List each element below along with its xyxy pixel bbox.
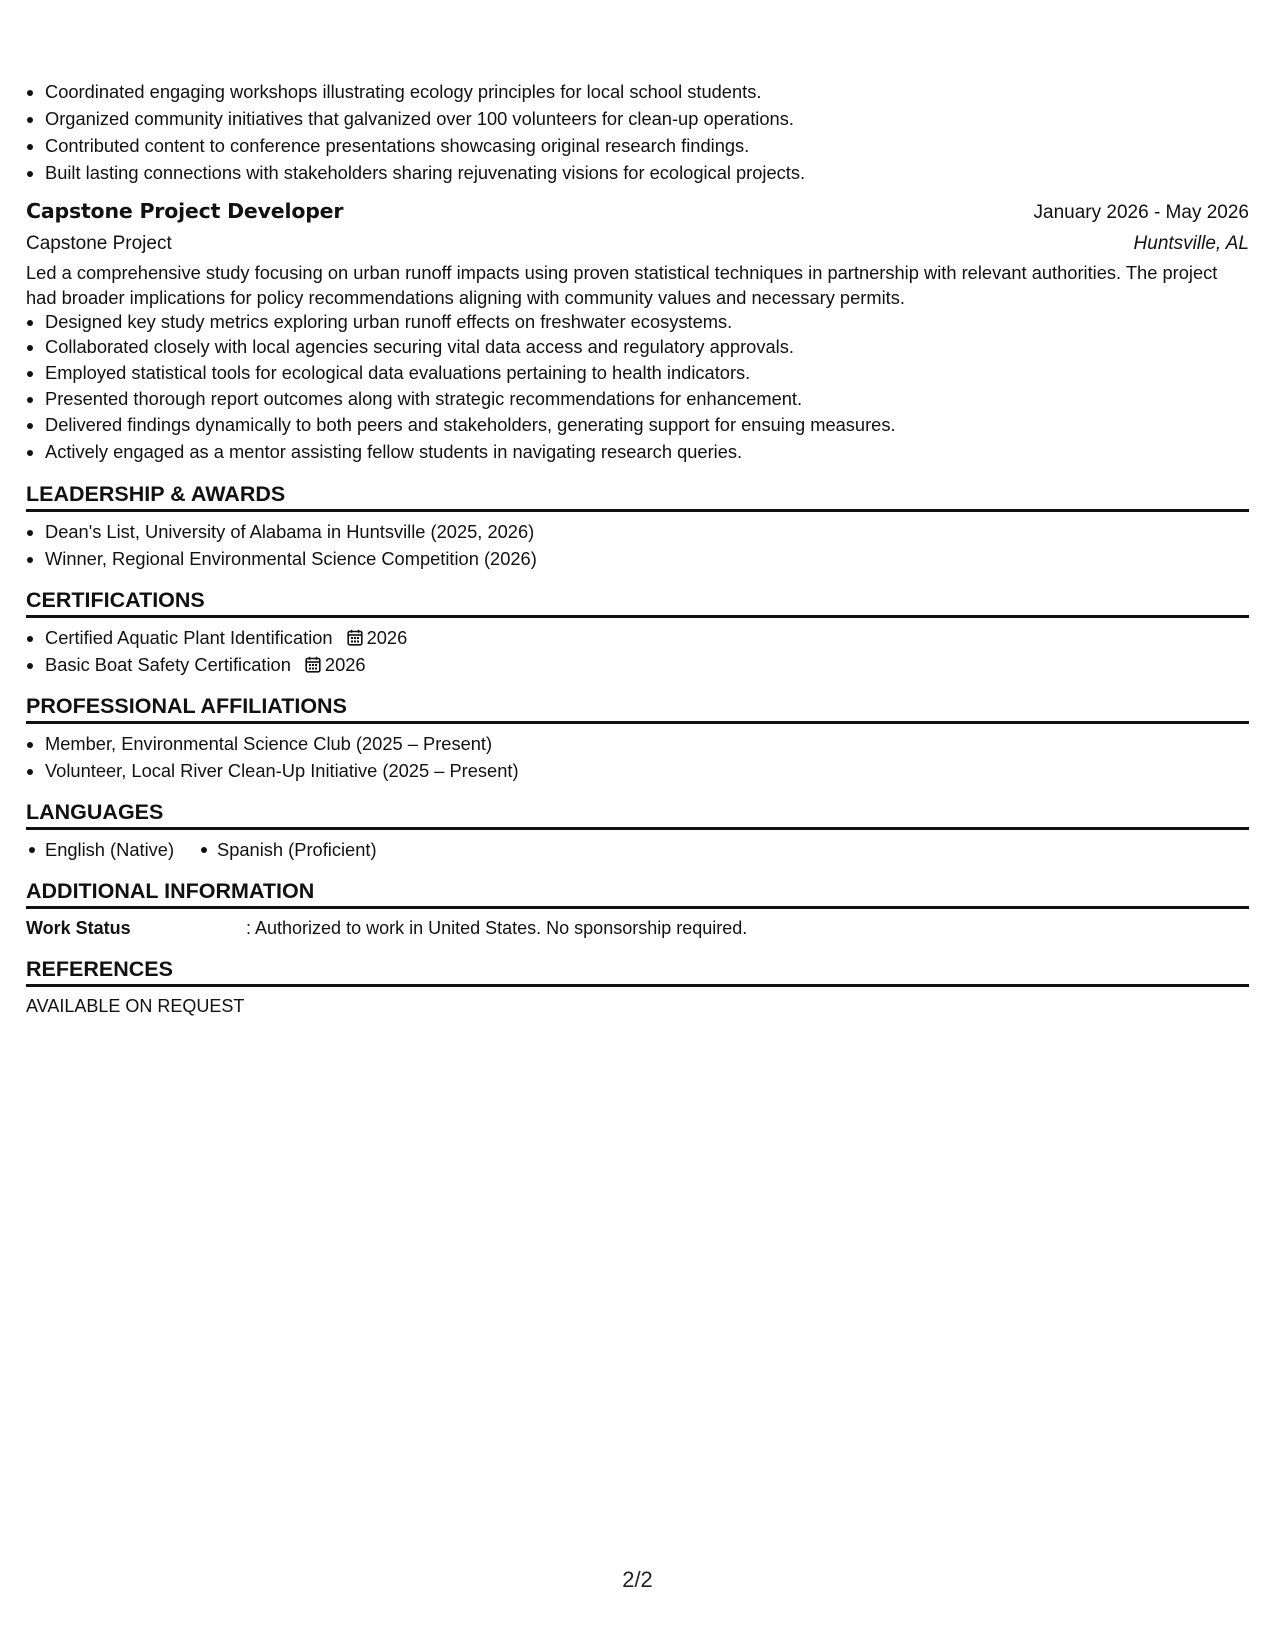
certifications-section [26,585,1249,678]
certification-date [305,654,366,675]
section-heading: ADDITIONAL INFORMATION [26,876,1249,909]
bullet-item: • Contributed content to conference presentations showcasing original research findings. [45,132,1249,159]
affiliations-list [26,730,1249,784]
references-section [26,954,1249,1019]
calendar-icon [305,656,321,673]
work-status-label: Work Status [26,918,131,938]
section-heading: PROFESSIONAL AFFILIATIONS [26,691,1249,724]
section-heading: CERTIFICATIONS [26,585,1249,618]
bullet-item: • Coordinated engaging workshops illustrating ecology principles for local school students. [45,78,1249,105]
certification-year: 2026 [366,627,408,648]
certification-item [45,651,1249,678]
language-item: Spanish (Proficient) [198,836,377,863]
additional-info-section [26,876,1249,941]
previous-entry-bullets [26,78,1249,186]
bullet-item: • Organized community initiatives that galvanized over 100 volunteers for clean-up operations. [45,105,1249,132]
work-status-value: : Authorized to work in United States. No sponsorship required. [246,918,748,938]
page-number: 2/2 [622,1567,653,1592]
job-dates: January 2026 - May 2026 [1033,202,1249,223]
leadership-list [26,518,1249,572]
certification-name: Certified Aquatic Plant Identification [45,627,333,648]
affiliations-section [26,691,1249,784]
organization-name: Capstone Project [26,233,172,254]
section-heading: LEADERSHIP & AWARDS [26,479,1249,512]
affiliation-item: • Member, Environmental Science Club (2025 – Present) [45,730,1249,757]
entry-subheader [26,228,1249,260]
leadership-section [26,479,1249,572]
bullet-item: • Built lasting connections with stakeholders sharing rejuvenating visions for ecological projects. [45,159,1249,186]
language-item: English (Native) [26,836,174,863]
award-item: • Winner, Regional Environmental Science Competition (2026) [45,545,1249,572]
capstone-entry [26,196,1249,466]
award-item: • Dean's List, University of Alabama in Huntsville (2025, 2026) [45,518,1249,545]
calendar-icon [347,629,363,646]
references-text: AVAILABLE ON REQUEST [26,996,245,1016]
organization-location: Huntsville, AL [1133,233,1249,254]
section-heading: REFERENCES [26,954,1249,987]
bullet-item: • Employed statistical tools for ecological data evaluations pertaining to health indicators. [45,360,1249,386]
certification-name: Basic Boat Safety Certification [45,654,291,675]
certifications-list [26,624,1249,678]
affiliation-item: • Volunteer, Local River Clean-Up Initiative (2025 – Present) [45,757,1249,784]
job-title: Capstone Project Developer [26,199,344,223]
languages-section [26,797,1249,863]
languages-list [26,836,1249,863]
certification-date [347,627,408,648]
entry-header [26,196,1249,228]
bullet-item: • Presented thorough report outcomes along with strategic recommendations for enhancement. [45,386,1249,412]
certification-item [45,624,1249,651]
resume-page [26,78,1249,1019]
certification-year: 2026 [324,654,366,675]
bullet-item: • Actively engaged as a mentor assisting fellow students in navigating research queries. [45,438,1249,466]
bullet-item: • Designed key study metrics exploring urban runoff effects on freshwater ecosystems. [45,309,1249,334]
entry-description: Led a comprehensive study focusing on urban runoff impacts using proven statistical techniques in partnership with relevant authorities. The project had broader implications for policy recommendations aligning with community values and necessary permits. [26,262,1218,308]
bullet-item: • Collaborated closely with local agencies securing vital data access and regulatory approvals. [45,334,1249,360]
work-status-row [26,915,1249,941]
capstone-bullets [26,309,1249,466]
bullet-item: • Delivered findings dynamically to both peers and stakeholders, generating support for ensuing measures. [45,412,1249,438]
section-heading: LANGUAGES [26,797,1249,830]
